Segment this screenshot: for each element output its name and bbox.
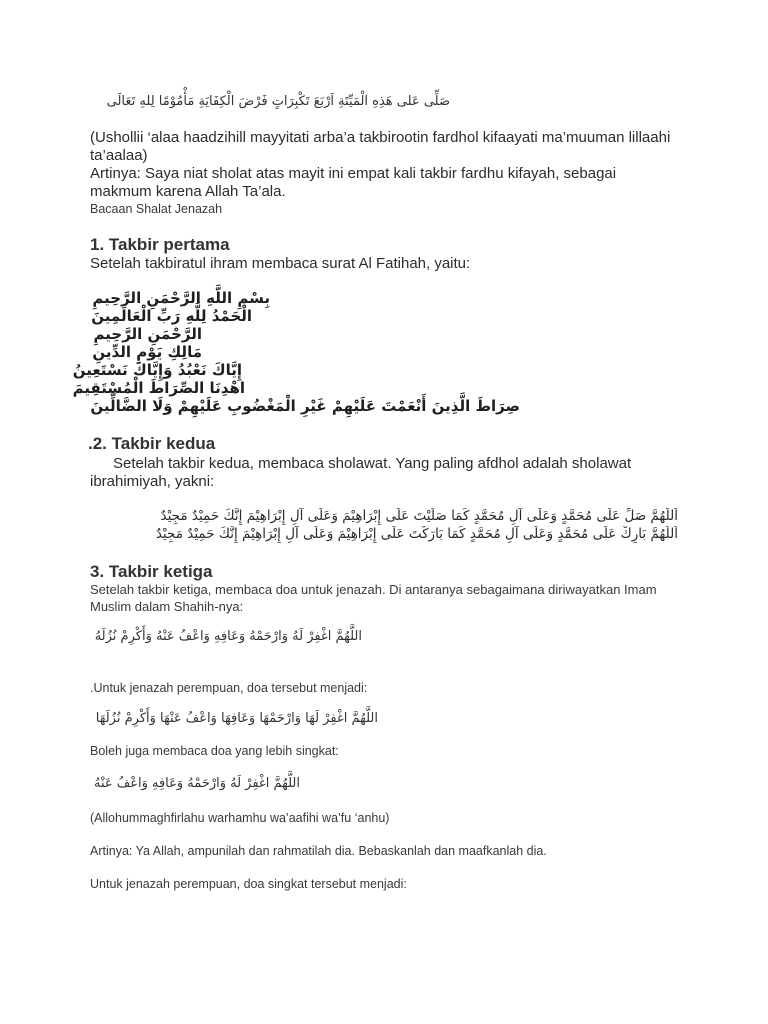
fatihah-verse-7: صِرَاطَ الَّذِينَ أَنْعَمْتَ عَلَيْهِمْ غَيْرِ الْمَغْضُوبِ عَلَيْهِمْ وَلَا الضَّالِّينَ (90, 397, 520, 415)
fatihah-verse-6: اهْدِنَا الصِّرَاطَ الْمُسْتَقِيمَ (72, 379, 245, 397)
takbir2-intro-line2: ibrahimiyah, yakni: (90, 473, 215, 490)
takbir3-intro: Setelah takbir ketiga, membaca doa untuk jenazah. Di antaranya sebagaimana diriwayatkan Imam Muslim dalam Shahih-nya: (90, 582, 657, 614)
doa-female: اللَّهُمَّ اغْفِرْ لَهَا وَارْحَمْهَا وَعَافِهَا وَاعْفُ عَنْهَا وَأَكْرِمْ نُزُلَهَا (95, 711, 378, 726)
fatihah-block (72, 289, 520, 415)
short-doa-meaning: Artinya: Ya Allah, ampunilah dan rahmatilah dia. Bebaskanlah dan maafkanlah dia. (90, 844, 547, 858)
female-note: .Untuk jenazah perempuan, doa tersebut menjadi: (90, 681, 368, 695)
fatihah-verse-5: إِيَّاكَ نَعْبُدُ وَإِيَّاكَ نَسْتَعِينُ (72, 361, 242, 379)
fatihah-verse-3: الرَّحْمَنِ الرَّحِيمِ (93, 325, 202, 343)
niat-translation: Artinya: Saya niat sholat atas mayit ini empat kali takbir fardhu kifayah, sebagai makmum karena Allah Ta’ala. (90, 165, 617, 200)
takbir2-intro-line1: Setelah takbir kedua, membaca sholawat. Yang paling afdhol adalah sholawat (113, 455, 632, 472)
short-doa-transliteration: (Allohummaghfirlahu warhamhu wa’aafihi wa’fu ‘anhu) (90, 811, 390, 825)
sholawat-line-1: اَللَّهُمَّ صَلِّ عَلَى مُحَمَّدٍ وَعَلَى آلِ مُحَمَّدٍ كَمَا صَلَّيْتَ عَلَى إِبْرَاهِيْمَ وَعَلَى آلِ إِبْرَاهِيْمَ إِنَّكَ حَمِيْدٌ مَجِيْدٌ (160, 508, 678, 524)
fatihah-verse-4: مَالِكِ يَوْمِ الدِّينِ (92, 343, 202, 361)
takbir1-intro: Setelah takbiratul ihram membaca surat Al Fatihah, yaitu: (90, 255, 471, 272)
doa-male: اللَّهُمَّ اغْفِرْ لَهُ وَارْحَمْهُ وَعَافِهِ وَاعْفُ عَنْهُ وَأَكْرِمْ نُزُلَهُ (94, 629, 362, 644)
short-doa-note: Boleh juga membaca doa yang lebih singkat: (90, 744, 339, 758)
fatihah-verse-2: الْحَمْدُ لِلَّهِ رَبِّ الْعَالَمِينَ (91, 307, 252, 325)
takbir3-heading: 3. Takbir ketiga (90, 562, 213, 581)
takbir1-heading: 1. Takbir pertama (90, 235, 230, 254)
niat-transliteration: (Ushollii ‘alaa haadzihill mayyitati arba’a takbirootin fardhol kifaayati ma’muuman lillaahi ta’aalaa) (90, 129, 671, 164)
section-caption: Bacaan Shalat Jenazah (90, 202, 223, 216)
doa-short: اللَّهُمَّ اغْفِرْ لَهُ وَارْحَمْهُ وَعَافِهِ وَاعْفُ عَنْهُ (93, 776, 300, 791)
fatihah-verse-1: بِسْمِ اللَّهِ الرَّحْمَنِ الرَّحِيمِ (92, 289, 270, 307)
niat-arabic: صَلِّى عَلى هَذِهِ الْمَيِّتَةِ اَرْبَعَ تَكْبِرَاتٍ فَرْضَ الْكِفَايَةِ مَأْمُوْمًا لِلهِ تَعَالَى (106, 94, 450, 109)
sholawat-line-2: اَللَّهُمَّ بَارِكْ عَلَى مُحَمَّدٍ وَعَلَى آلِ مُحَمَّدٍ كَمَا بَارَكْتَ عَلَى إِبْرَاهِيْمَ وَعَلَى آلِ إِبْرَاهِيْمَ إِنَّكَ حَمِيْدٌ مَجِيْدٌ (155, 526, 678, 542)
takbir2-heading: .2. Takbir kedua (88, 434, 216, 453)
female-short-note: Untuk jenazah perempuan, doa singkat tersebut menjadi: (90, 877, 407, 891)
